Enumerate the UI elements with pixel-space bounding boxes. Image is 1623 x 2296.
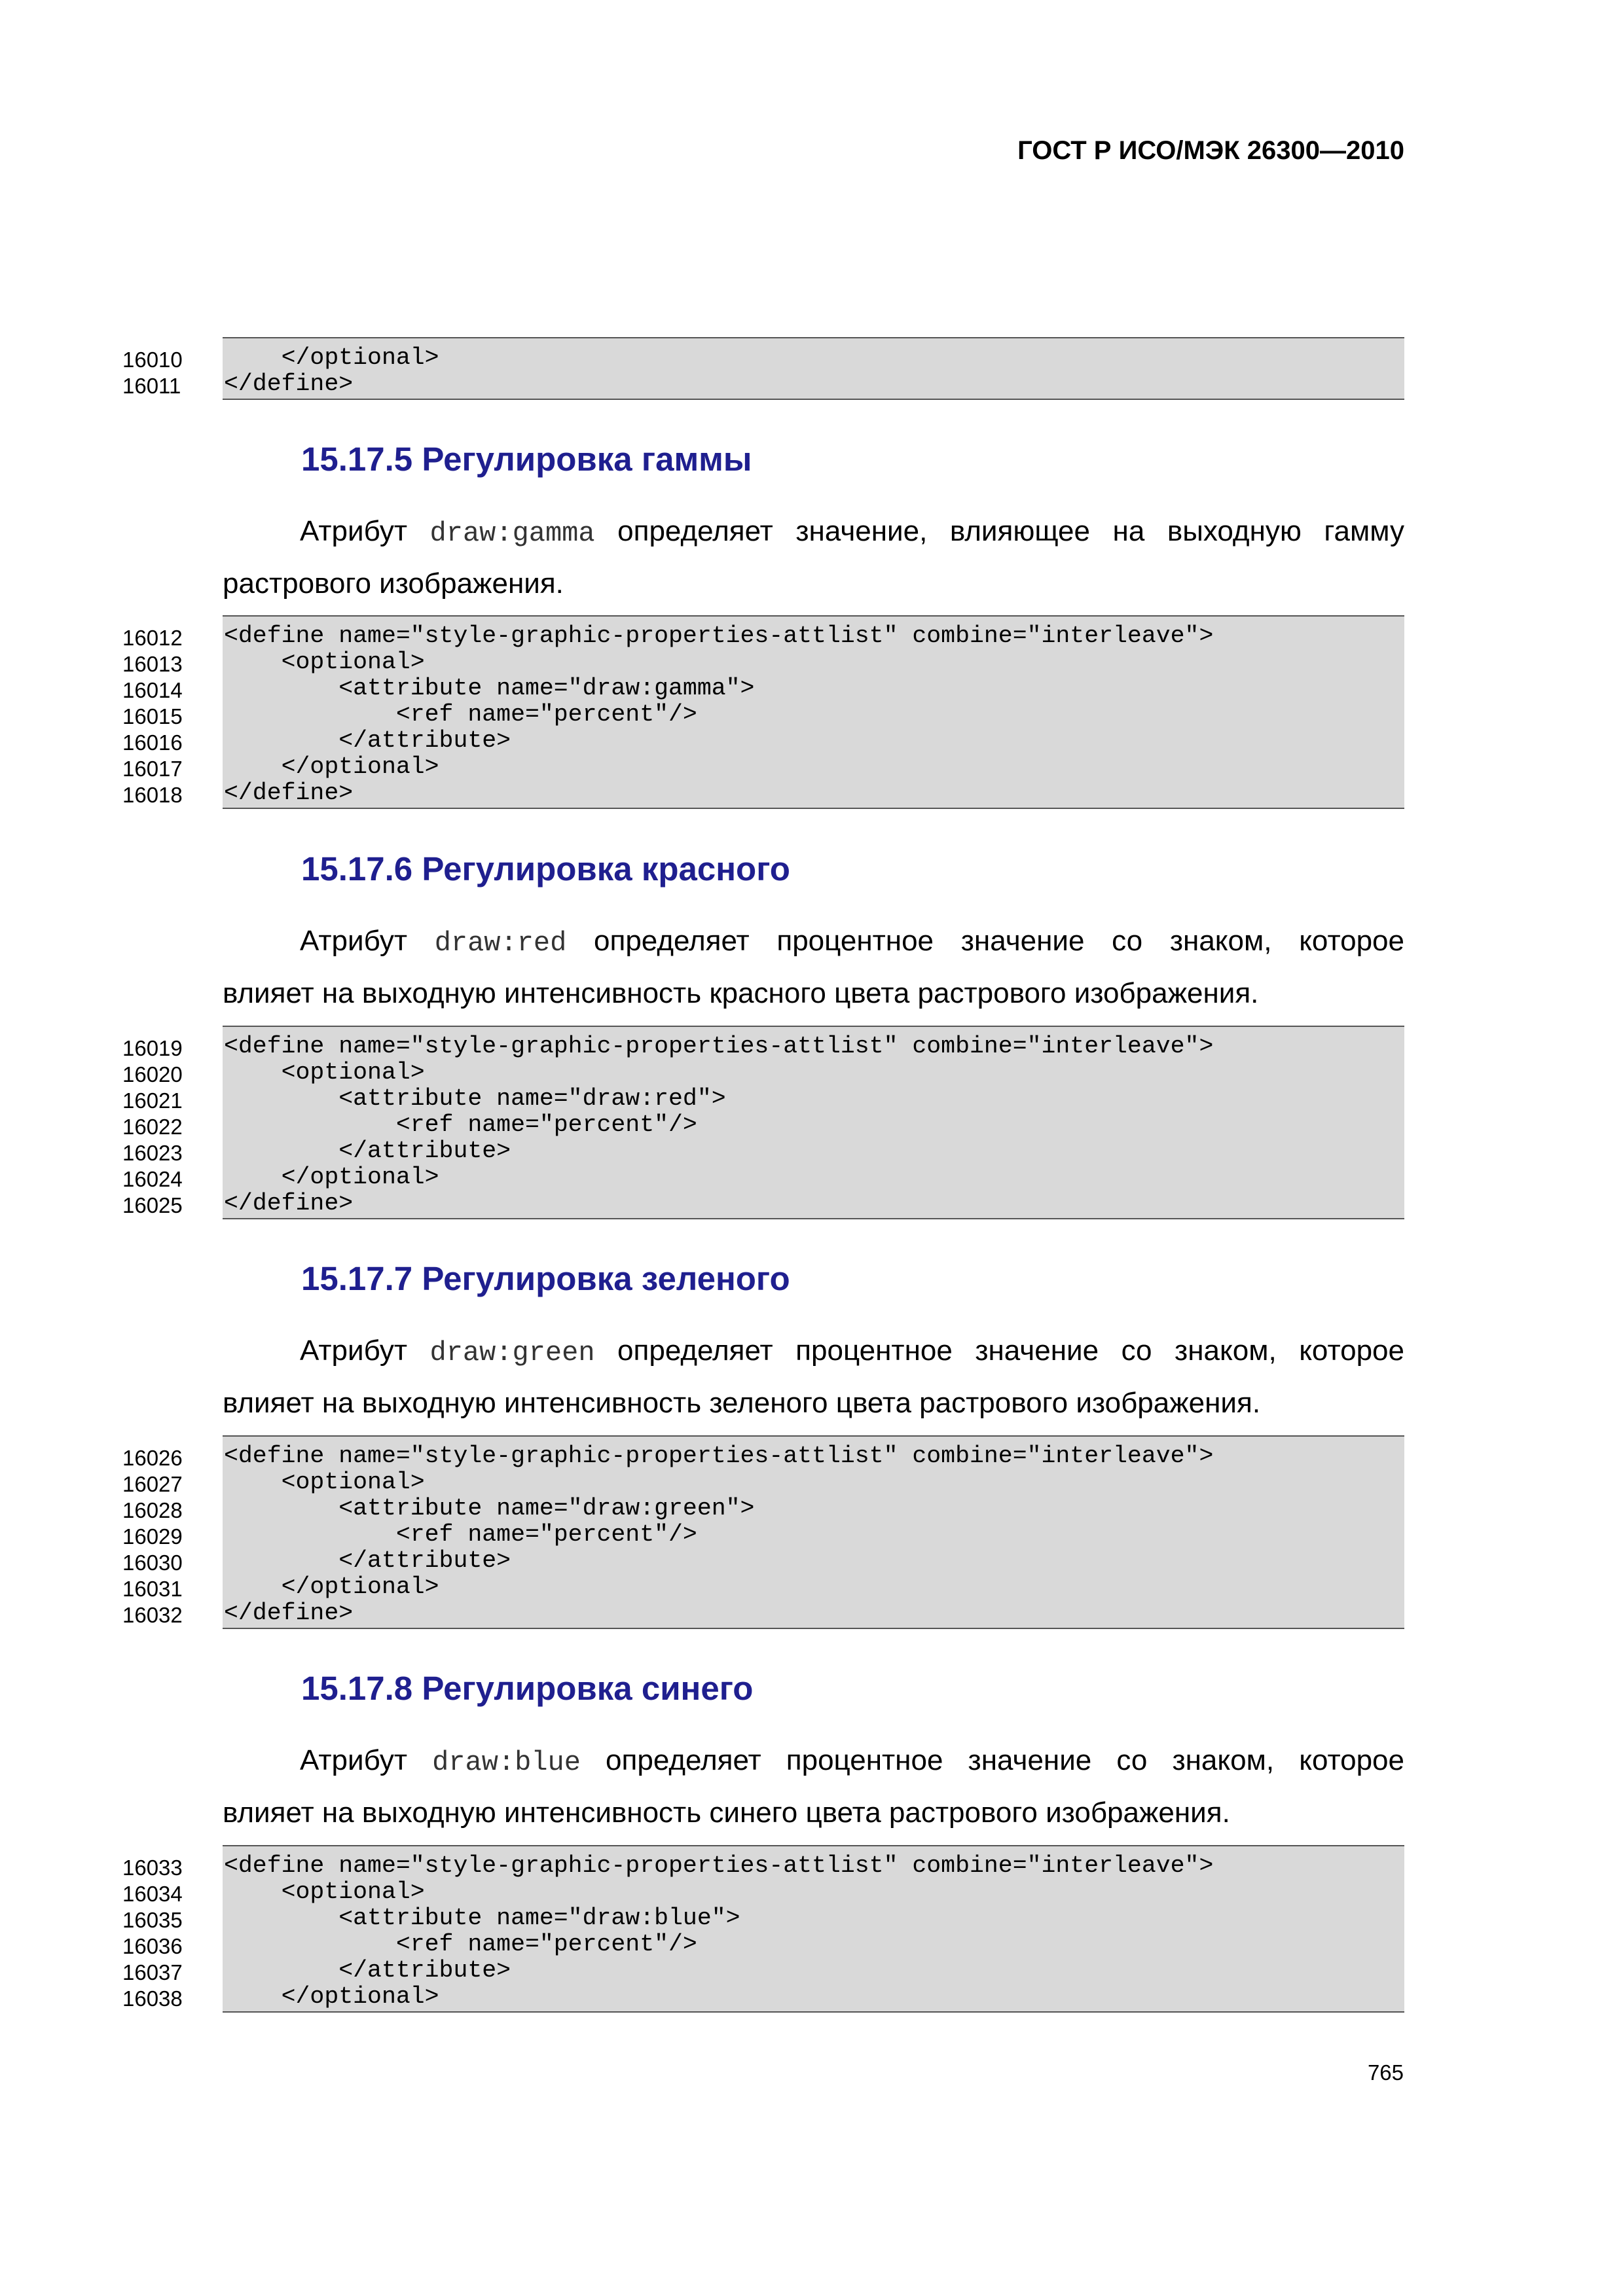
line-number: 16014 xyxy=(122,678,183,702)
code-text: <optional> xyxy=(224,1059,425,1086)
line-number: 16027 xyxy=(122,1472,183,1496)
line-number: 16036 xyxy=(122,1934,183,1958)
section-paragraph xyxy=(223,924,1404,1011)
code-text: </define> xyxy=(224,1190,354,1217)
line-number: 16025 xyxy=(122,1193,183,1217)
code-text: </define> xyxy=(224,1600,354,1626)
paragraph-text: влияет на выходную интенсивность синего цвета растрового изображения. xyxy=(223,1797,1230,1829)
code-text: </attribute> xyxy=(224,1138,511,1164)
code-line xyxy=(122,1443,1404,1470)
code-block xyxy=(122,615,1404,809)
line-number: 16032 xyxy=(122,1603,183,1627)
line-number: 16028 xyxy=(122,1498,183,1522)
code-text: <attribute name="draw:red"> xyxy=(224,1085,726,1112)
line-number: 16030 xyxy=(122,1551,183,1575)
paragraph-text: растрового изображения. xyxy=(223,567,564,600)
code-line xyxy=(122,1931,1404,1958)
code-line xyxy=(122,701,1404,728)
code-text: <attribute name="draw:green"> xyxy=(224,1495,755,1522)
code-text: </optional> xyxy=(224,1164,439,1191)
code-line xyxy=(122,344,1404,372)
line-number: 16021 xyxy=(122,1088,183,1113)
paragraph-text: определяет процентное значение со знаком, которое xyxy=(566,925,1404,957)
code-text: </attribute> xyxy=(224,727,511,754)
code-line xyxy=(122,1957,1404,1984)
code-text: <optional> xyxy=(224,649,425,675)
line-number: 16011 xyxy=(122,374,181,398)
attribute-name: draw:green xyxy=(429,1337,595,1369)
code-text: <ref name="percent"/> xyxy=(224,1111,697,1138)
paragraph-text: влияет на выходную интенсивность зеленого цвета растрового изображения. xyxy=(223,1387,1261,1419)
code-text: </define> xyxy=(224,370,354,397)
code-text: <optional> xyxy=(224,1878,425,1905)
section-heading: 15.17.8 Регулировка синего xyxy=(301,1670,754,1707)
section-heading: 15.17.7 Регулировка зеленого xyxy=(301,1260,790,1297)
code-line xyxy=(122,649,1404,676)
line-number: 16015 xyxy=(122,704,183,728)
code-line xyxy=(122,1983,1404,2011)
code-text: </attribute> xyxy=(224,1957,511,1984)
section-heading: 15.17.6 Регулировка красного xyxy=(301,850,790,888)
line-number: 16017 xyxy=(122,757,183,781)
paragraph-text: Атрибут xyxy=(300,1335,430,1367)
code-line xyxy=(122,753,1404,781)
code-text: <optional> xyxy=(224,1469,425,1496)
code-line xyxy=(122,370,1404,398)
code-text: <define name="style-graphic-properties-attlist" combine="interleave"> xyxy=(224,622,1214,649)
code-text: <ref name="percent"/> xyxy=(224,1521,697,1548)
attribute-name: draw:red xyxy=(434,927,567,959)
code-line xyxy=(122,1905,1404,1932)
code-line xyxy=(122,1852,1404,1880)
line-number: 16023 xyxy=(122,1141,183,1165)
code-line xyxy=(122,1521,1404,1549)
code-text: </optional> xyxy=(224,344,439,371)
code-line xyxy=(122,1059,1404,1086)
line-number: 16024 xyxy=(122,1167,183,1191)
code-text: <define name="style-graphic-properties-attlist" combine="interleave"> xyxy=(224,1852,1214,1879)
line-number: 16037 xyxy=(122,1960,183,1984)
code-text: <ref name="percent"/> xyxy=(224,1931,697,1958)
paragraph-text: определяет процентное значение со знаком, которое xyxy=(594,1335,1404,1367)
code-block xyxy=(122,337,1404,400)
code-line xyxy=(122,1495,1404,1522)
code-line xyxy=(122,1878,1404,1906)
code-block xyxy=(122,1026,1404,1219)
code-line xyxy=(122,1547,1404,1575)
line-number: 16019 xyxy=(122,1036,183,1060)
line-number: 16010 xyxy=(122,348,183,372)
line-number: 16020 xyxy=(122,1062,183,1086)
paragraph-text: влияет на выходную интенсивность красного цвета растрового изображения. xyxy=(223,977,1259,1009)
code-block xyxy=(122,1845,1404,2013)
code-text: </optional> xyxy=(224,1573,439,1600)
code-line xyxy=(122,727,1404,755)
code-text: </define> xyxy=(224,780,354,806)
page-number: 765 xyxy=(1367,2060,1404,2085)
line-number: 16026 xyxy=(122,1446,183,1470)
code-line xyxy=(122,1138,1404,1165)
code-text: <attribute name="draw:blue"> xyxy=(224,1905,740,1931)
document-header: ГОСТ Р ИСО/МЭК 26300—2010 xyxy=(1017,136,1404,165)
code-line xyxy=(122,675,1404,702)
code-line xyxy=(122,1033,1404,1060)
line-number: 16031 xyxy=(122,1577,183,1601)
code-line xyxy=(122,622,1404,650)
paragraph-text: Атрибут xyxy=(300,515,430,547)
line-number: 16029 xyxy=(122,1524,183,1549)
line-number: 16016 xyxy=(122,730,183,755)
code-line xyxy=(122,1164,1404,1191)
code-line xyxy=(122,1085,1404,1113)
line-number: 16038 xyxy=(122,1986,183,2011)
code-text: </optional> xyxy=(224,1983,439,2010)
code-line xyxy=(122,780,1404,807)
line-number: 16033 xyxy=(122,1856,183,1880)
code-line xyxy=(122,1469,1404,1496)
paragraph-text: Атрибут xyxy=(300,1744,433,1776)
code-text: </attribute> xyxy=(224,1547,511,1574)
line-number: 16012 xyxy=(122,626,183,650)
code-line xyxy=(122,1190,1404,1217)
attribute-name: draw:gamma xyxy=(429,518,595,549)
paragraph-text: Атрибут xyxy=(300,925,435,957)
line-number: 16035 xyxy=(122,1908,183,1932)
section-paragraph xyxy=(223,1334,1404,1420)
code-text: <define name="style-graphic-properties-attlist" combine="interleave"> xyxy=(224,1033,1214,1060)
section-paragraph xyxy=(223,514,1404,601)
line-number: 16018 xyxy=(122,783,183,807)
code-text: <attribute name="draw:gamma"> xyxy=(224,675,755,702)
attribute-name: draw:blue xyxy=(432,1747,581,1778)
paragraph-text: определяет значение, влияющее на выходную гамму xyxy=(594,515,1404,547)
section-heading: 15.17.5 Регулировка гаммы xyxy=(301,440,752,478)
code-text: <define name="style-graphic-properties-attlist" combine="interleave"> xyxy=(224,1443,1214,1469)
line-number: 16013 xyxy=(122,652,183,676)
line-number: 16034 xyxy=(122,1882,183,1906)
code-block xyxy=(122,1435,1404,1629)
paragraph-text: определяет процентное значение со знаком, которое xyxy=(580,1744,1404,1776)
code-text: </optional> xyxy=(224,753,439,780)
line-number: 16022 xyxy=(122,1115,183,1139)
code-text: <ref name="percent"/> xyxy=(224,701,697,728)
code-line xyxy=(122,1111,1404,1139)
section-paragraph xyxy=(223,1744,1404,1830)
code-line xyxy=(122,1573,1404,1601)
code-line xyxy=(122,1600,1404,1627)
